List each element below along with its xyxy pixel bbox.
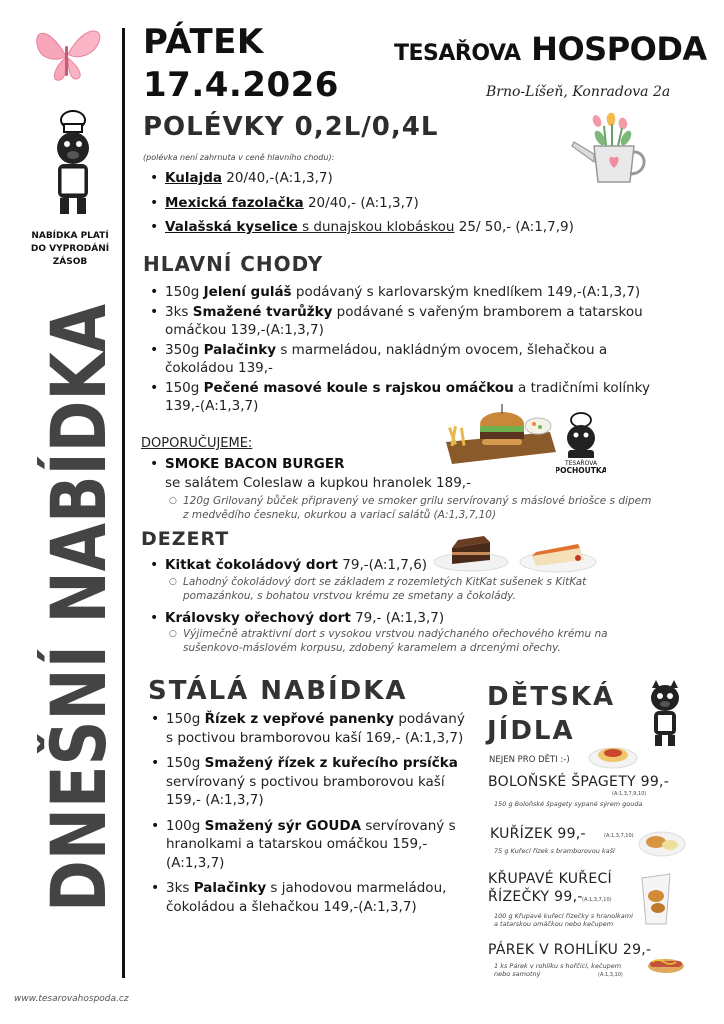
soup-item: • Kulajda 20/40,-(A:1,3,7) <box>147 169 617 188</box>
recommend-line: se salátem Coleslaw a kupkou hranolek 189,- <box>165 474 471 491</box>
main-courses-list <box>147 283 667 417</box>
soups-list <box>147 169 617 243</box>
validity-note: NABÍDKA PLATÍ DO VYPRODÁNÍ ZÁSOB <box>30 231 110 267</box>
badge-line1: TESAŘOVA <box>564 460 598 467</box>
recommend-desc: ○ 120g Grilovaný bůček připravený ve smoker grilu servírovaný s máslové briošce s dipem z medvědího česneku, okurkou a variací salátů (A:1,3,7,10) <box>169 494 659 522</box>
kids-item-name: KŘUPAVÉ KUŘECÍ ŘÍZEČKY 99,- <box>488 871 612 905</box>
recommend-item: • SMOKE BACON BURGER <box>147 455 667 474</box>
dessert-desc: ○ Výjimečně atraktivní dort s vysokou vrstvou nadýchaného ořechového krému na sušenkovo-máslovém korpusu, zdobený karamelem a drcenými ořechy. <box>169 627 659 655</box>
chicken-strips-illustration <box>636 870 676 928</box>
hotdog-illustration <box>646 952 686 976</box>
dessert-block <box>147 556 672 655</box>
column-divider <box>122 28 125 978</box>
standing-item: • 100g Smažený sýr GOUDA servírovaný s hranolkami a tatarskou omáčkou 159,- (A:1,3,7) <box>148 817 472 873</box>
dessert-item: • Královsky ořechový dort 79,- (A:1,3,7) <box>147 609 672 628</box>
soup-item: • Valašská kyselice s dunajskou klobáskou 25/ 50,- (A:1,7,9) <box>147 218 617 237</box>
standing-menu-heading: STÁLÁ NABÍDKA <box>148 676 408 706</box>
recommend-block <box>147 455 667 522</box>
kids-item-name: BOLOŇSKÉ ŠPAGETY 99,- <box>488 774 670 790</box>
vertical-title <box>37 300 117 920</box>
soup-item: • Mexická fazolačka 20/40,- (A:1,3,7) <box>147 194 617 213</box>
soups-heading: POLÉVKY 0,2L/0,4L <box>143 112 439 142</box>
date-label: 17.4.2026 <box>143 65 339 105</box>
kids-item-allergens: (A:1,3,7,9,10) <box>612 791 647 797</box>
kids-item-desc: 1 ks Párek v rohlíku s hořčicí, kečupem nebo samotný <box>494 962 622 978</box>
soups-note: (polévka není zahrnuta v ceně hlavního chodu): <box>143 153 335 162</box>
kids-title-line1: DĚTSKÁ <box>487 682 616 712</box>
kids-note: NEJEN PRO DĚTI :-) <box>489 755 570 765</box>
main-courses-heading: HLAVNÍ CHODY <box>143 252 324 276</box>
kids-item-name: KUŘÍZEK 99,- <box>490 826 586 842</box>
standing-item: • 3ks Palačinky s jahodovou marmeládou, čokoládou a šlehačkou 149,-(A:1,3,7) <box>148 879 472 916</box>
brand-first: TESAŘOVA <box>394 41 521 66</box>
kids-item-name: PÁREK V ROHLÍKU 29,- <box>488 942 652 958</box>
recommend-heading: DOPORUČUJEME: <box>141 436 253 451</box>
kids-title-line2: JÍDLA <box>487 716 575 746</box>
main-item: • 350g Palačinky s marmeládou, nakládným ovocem, šlehačkou a čokoládou 139,- <box>147 341 667 378</box>
brand-second: HOSPODA <box>531 30 707 68</box>
kids-item-desc: 100 g Křupavé kuřecí řízečky s hranolkami a tatarskou omáčkou nebo kečupem <box>494 912 633 928</box>
website-link[interactable]: www.tesarovahospoda.cz <box>14 994 129 1004</box>
kids-mascot-illustration <box>644 678 686 748</box>
chicken-schnitzel-illustration <box>638 826 686 858</box>
restaurant-brand <box>394 30 707 68</box>
kids-item-desc: 75 g Kuřecí řízek s bramborovou kaší <box>494 847 615 855</box>
butterfly-illustration <box>28 16 106 88</box>
restaurant-address: Brno-Líšeň, Konradova 2a <box>486 84 671 100</box>
main-item: • 3ks Smažené tvarůžky podávané s vařeným bramborem a tatarskou omáčkou 139,-(A:1,3,7) <box>147 303 667 340</box>
kids-item-allergens: (A:1,3,7,10) <box>582 897 612 903</box>
standing-item: • 150g Smažený řízek z kuřecího prsíčka servírovaný s poctivou bramborovou kaší 159,- (A:1,3,7) <box>148 754 472 810</box>
chef-mascot-illustration <box>48 108 98 218</box>
dessert-item: • Kitkat čokoládový dort 79,-(A:1,7,6) <box>147 556 672 575</box>
main-item: • 150g Pečené masové koule s rajskou omáčkou a tradičními kolínky 139,-(A:1,3,7) <box>147 379 667 416</box>
dessert-desc: ○ Lahodný čokoládový dort se základem z rozemletých KitKat sušenek s KitKat pomazánkou, s bohatou vrstvou krému ze smetany a čokolády. <box>169 575 659 603</box>
day-label: PÁTEK <box>143 22 264 62</box>
spaghetti-illustration <box>588 738 638 770</box>
badge-line2: POCHOUTKA <box>556 466 606 475</box>
kids-item-allergens: (A:1,3,10) <box>598 972 623 978</box>
vertical-title-text: DNEŠNÍ NABÍ <box>37 351 117 912</box>
main-item: • 150g Jelení guláš podávaný s karlovarským knedlíkem 149,-(A:1,3,7) <box>147 283 667 302</box>
standing-item: • 150g Řízek z vepřové panenky podávaný s poctivou bramborovou kaší 169,- (A:1,3,7) <box>148 710 472 747</box>
standing-menu-list <box>148 710 472 923</box>
kids-item-desc: 150 g Boloňské špagety sypané sýrem gouda <box>494 800 643 808</box>
kids-item-allergens: (A:1,3,7,10) <box>604 833 634 839</box>
dessert-heading: DEZERT <box>141 528 230 550</box>
